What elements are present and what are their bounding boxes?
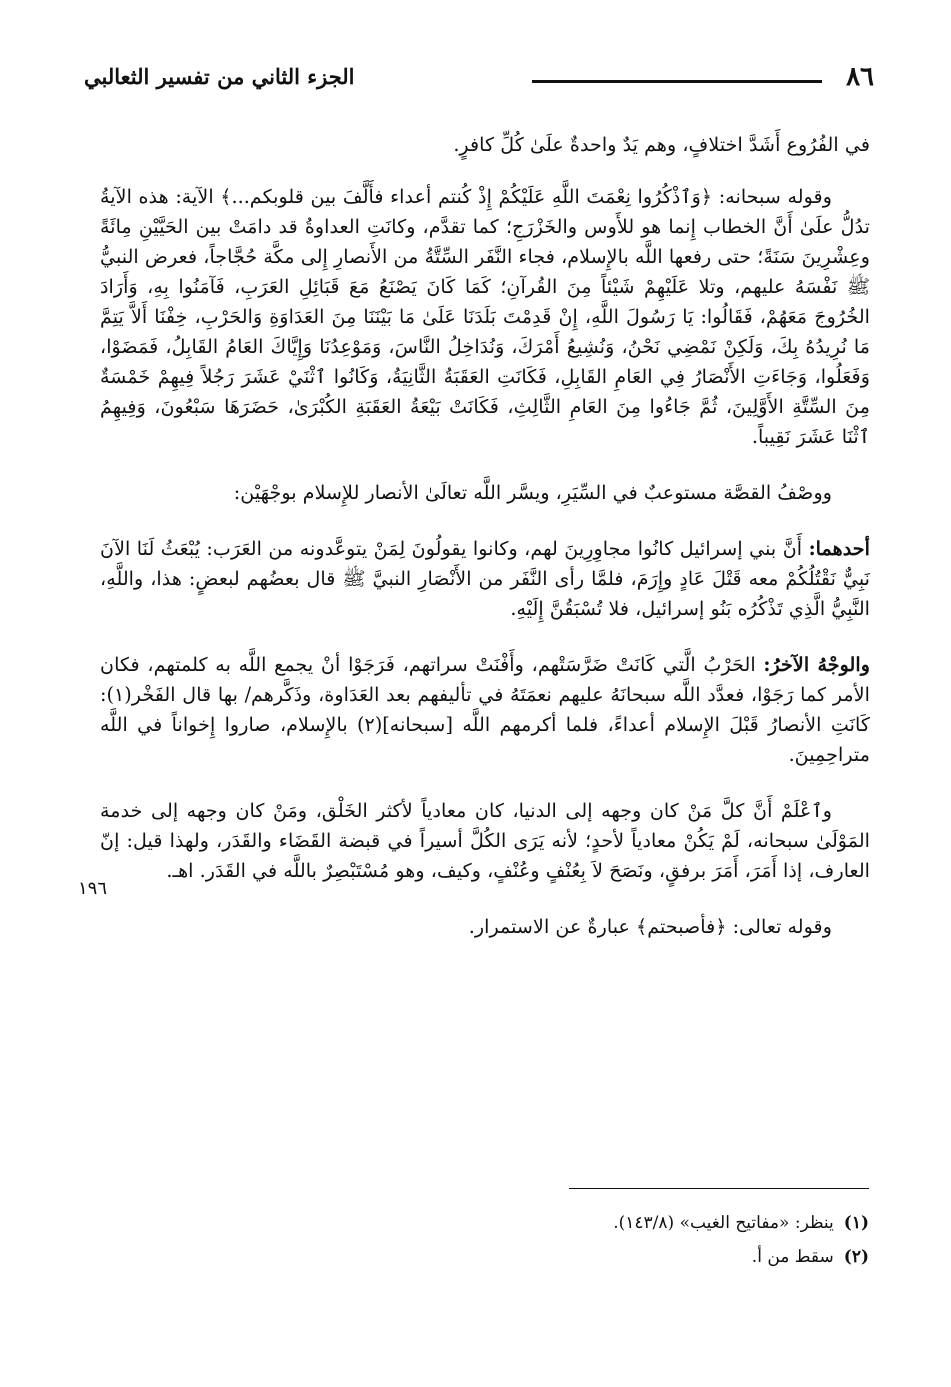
paragraph-4-text: أَنَّ بني إسرائيل كانُوا مجاوِرِينَ لهم، وكانوا يقولُونَ لِمَنْ يتوعَّدونه من العَرَب: يُبْعَثُ لَنَا الآنَ نَبِيٌّ نَقْتُلُكُمْ معه قَتْلَ عَادٍ وإِرَمَ، فلمَّا رأى النَّفَر من الأَنْصَارِ النبيَّ ﷺ قال بعضُهم لبعضٍ: هذا، واللَّهِ، النَّبِيُّ الَّذِي تَذْكُرُه بَنُو إسرائيل، فلا تُسْبَقُنَّ إِلَيْهِ. [100,537,870,620]
paragraph-4 [100,534,870,624]
footnote-2-text: سقط من أ. [751,1247,834,1267]
main-text [100,130,870,942]
paragraph-6: وٱعْلَمْ أَنَّ كلَّ مَنْ كان وجهه إلى الدنيا، كان معادياً لأكثر الخَلْق، ومَنْ كان وجهه إلى خدمة المَوْلَىٰ سبحانه، لَمْ يَكُنْ معادياً لأحدٍ؛ لأنه يَرَى الكُلَّ أسيراً في قبضة القَضَاء والقَدَر، ولهذا قيل: إنّ العارف، إذا أَمَرَ، أَمَرَ برفقٍ، ونَصَحَ لاَ بِعُنْفٍ وعُنْفٍ، وكيف، وهو مُسْتَبْصِرٌ باللَّه في القَدَر. اهـ. [100,799,870,882]
running-title: الجزء الثاني من تفسير الثعالبي [84,64,355,89]
footnote-1-text: ينظر: «مفاتيح الغيب» (١٤٣/٨). [613,1213,834,1233]
footnote-2 [99,1240,869,1274]
paragraph-2: وقوله سبحانه: ﴿وَٱذْكُرُوا نِعْمَتَ اللَّهِ عَلَيْكُمْ إِذْ كُنتم أعداء فأَلَّفَ بين قلوبكم...﴾ الآية: هذه الآيةُ تدُلُّ علَىٰ أَنَّ الخطاب إِنما هو للأَوس والخَزْرَجِ؛ كما تقدَّم، وكانَتِ العداوةُ قد دامَتْ بين الحَيَّيْنِ مِائَةً وعِشْرِينَ سَنَةً؛ حتى رفعها اللَّه بالإِسلام، فجاء النَّفَر السِّتَّةُ من الأَنصارِ إِلى مكَّة حُجَّاجاً، فعرض النبيُّ ﷺ نَفْسَهُ عليهم، وتلا عَلَيْهِمْ شَيْئاً مِنَ القُرآنِ؛ كَمَا كَانَ يَصْنَعُ مَعَ قَبَائِلِ العَرَبِ، فَآمَنُوا بِهِ، وَأَرَادَ الخُرُوجَ مَعَهُمْ، فَقَالُوا: يَا رَسُولَ اللَّهِ، إِنْ قَدِمْتَ بَلَدَنَا عَلَىٰ مَا بَيْنَنَا مِنَ العَدَاوَةِ وَالحَرْبِ، خِفْنَا أَلاَّ يَتِمَّ مَا نُرِيدُهُ بِكَ، وَلَكِنْ نَمْضِي نَحْنُ، وَنُشِيعُ أَمْرَكَ، وَنُدَاخِلُ النَّاسَ، وَمَوْعِدُنَا وَإِيَّاكَ العَامُ القَابِلُ، فَمَضَوْا، وَفَعَلُوا، وَجَاءَتِ الأَنْصَارُ فِي العَامِ القَابِلِ، فَكَانَتِ العَقَبَةُ الثَّانِيَةُ، وَكَانُوا ٱثْنَيْ عَشَرَ رَجُلاً فِيهِمْ خَمْسَةٌ مِنَ السِّتَّةِ الأَوَّلِينَ، ثُمَّ جَاءُوا مِنَ العَامِ الثَّالِثِ، فَكَانَتْ بَيْعَةُ العَقَبَةِ الكُبْرَىٰ، حَضَرَهَا سَبْعُونَ، وَفِيهِمُ ٱثْنَا عَشَرَ نَقِيباً. [100,185,870,448]
footnote-2-number: (٢) [843,1247,869,1267]
paragraph-7: وقوله تعالى: ﴿فأصبحتم﴾ عبارةٌ عن الاستمرار. [468,915,832,938]
paragraph-3: ووصْفُ القصَّة مستوعبٌ في السِّيَرِ، ويسَّر اللَّه تعالَىٰ الأنصار للإِسلام بوجْهَيْن: [233,481,832,504]
paragraph-5-text: الحَرْبُ الَّتي كَانَتْ ضَرَّسَتْهم، وأَفْنَتْ سراتهم، فَرَجَوْا أنْ يجمع اللَّه به كلمتهم، فكان الأمر كما رَجَوْا، فعدَّد اللَّه سبحانَهُ عليهم نعمَتَهُ في تأليفهم بعد العَدَاوة، وذَكَّرهم/ بها قال الفَخْر(١): كَانَتِ الأنصارُ قَبْلَ الإِسلام أعداءً، فلما أكرمهم اللَّه [سبحانه](٢) بالإِسلام، صاروا إِخواناً في اللَّه متراحِمِينَ. [100,653,870,766]
paragraph-5-lead: والوجْهُ الآخرُ: [763,653,870,676]
footnote-1 [99,1206,869,1240]
margin-folio-mark: ١٩٦ [78,878,108,899]
page-header [84,62,874,102]
paragraph-5 [100,650,870,770]
footnote-1-number: (١) [843,1213,869,1233]
footnote-rule [569,1188,869,1189]
footnotes [99,1206,869,1274]
page-number: ٨٦ [846,62,874,92]
paragraph-1: في الفُرُوع أَشَدَّ اختلافٍ، وهم يَدٌ واحدةٌ علَىٰ كُلِّ كافرٍ. [453,133,870,156]
header-rule [532,80,822,83]
paragraph-4-lead: أحدهما: [808,537,870,560]
